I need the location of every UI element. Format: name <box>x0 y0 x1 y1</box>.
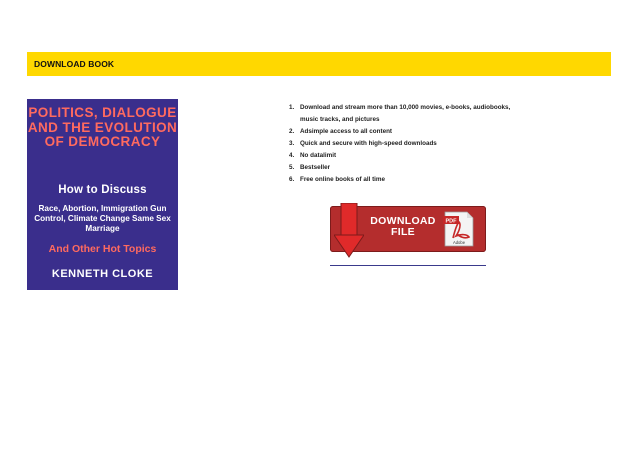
list-item-number: 6. <box>289 176 295 183</box>
download-arrow-icon <box>334 203 364 258</box>
list-item-text: Adsimple access to all content <box>300 128 393 135</box>
divider <box>330 265 486 266</box>
cover-title-text: POLITICS, DIALOGUE AND THE EVOLUTION OF DEMOCRACY <box>27 105 178 149</box>
download-button-label <box>363 216 443 238</box>
list-item-number: 4. <box>289 152 295 159</box>
download-banner <box>27 52 611 76</box>
list-item-number: 3. <box>289 140 295 147</box>
list-item <box>289 162 519 174</box>
book-cover <box>27 99 178 290</box>
pdf-file-icon <box>443 210 475 248</box>
list-item <box>289 126 519 138</box>
banner-title: DOWNLOAD BOOK <box>34 59 115 69</box>
feature-list <box>289 102 519 186</box>
list-item-text: No datalimit <box>300 152 337 159</box>
download-button-line1: DOWNLOAD <box>370 215 436 227</box>
list-item <box>289 138 519 150</box>
download-file-button[interactable] <box>330 206 486 252</box>
cover-title <box>27 106 178 150</box>
list-item-number: 1. <box>289 104 295 111</box>
cover-topics: Race, Abortion, Immigration Gun Control, Climate Change Same Sex Marriage <box>34 204 171 233</box>
list-item-number: 2. <box>289 128 295 135</box>
list-item <box>289 150 519 162</box>
cover-tagline: And Other Hot Topics <box>48 243 157 255</box>
download-button-line2: FILE <box>391 226 415 238</box>
list-item-text: Bestseller <box>300 164 331 171</box>
cover-author: KENNETH CLOKE <box>51 268 154 280</box>
list-item-number: 5. <box>289 164 295 171</box>
list-item-text: Free online books of all time <box>300 176 386 183</box>
adobe-brand-text: Adobe <box>452 240 466 245</box>
pdf-badge-text: PDF <box>445 218 457 225</box>
list-item <box>289 102 519 126</box>
cover-subtitle: How to Discuss <box>58 184 147 196</box>
list-item-text: Quick and secure with high-speed downloads <box>300 140 437 147</box>
list-item-text: Download and stream more than 10,000 movies, e-books, audiobooks, music tracks, and pictures <box>300 104 511 123</box>
list-item <box>289 174 519 186</box>
